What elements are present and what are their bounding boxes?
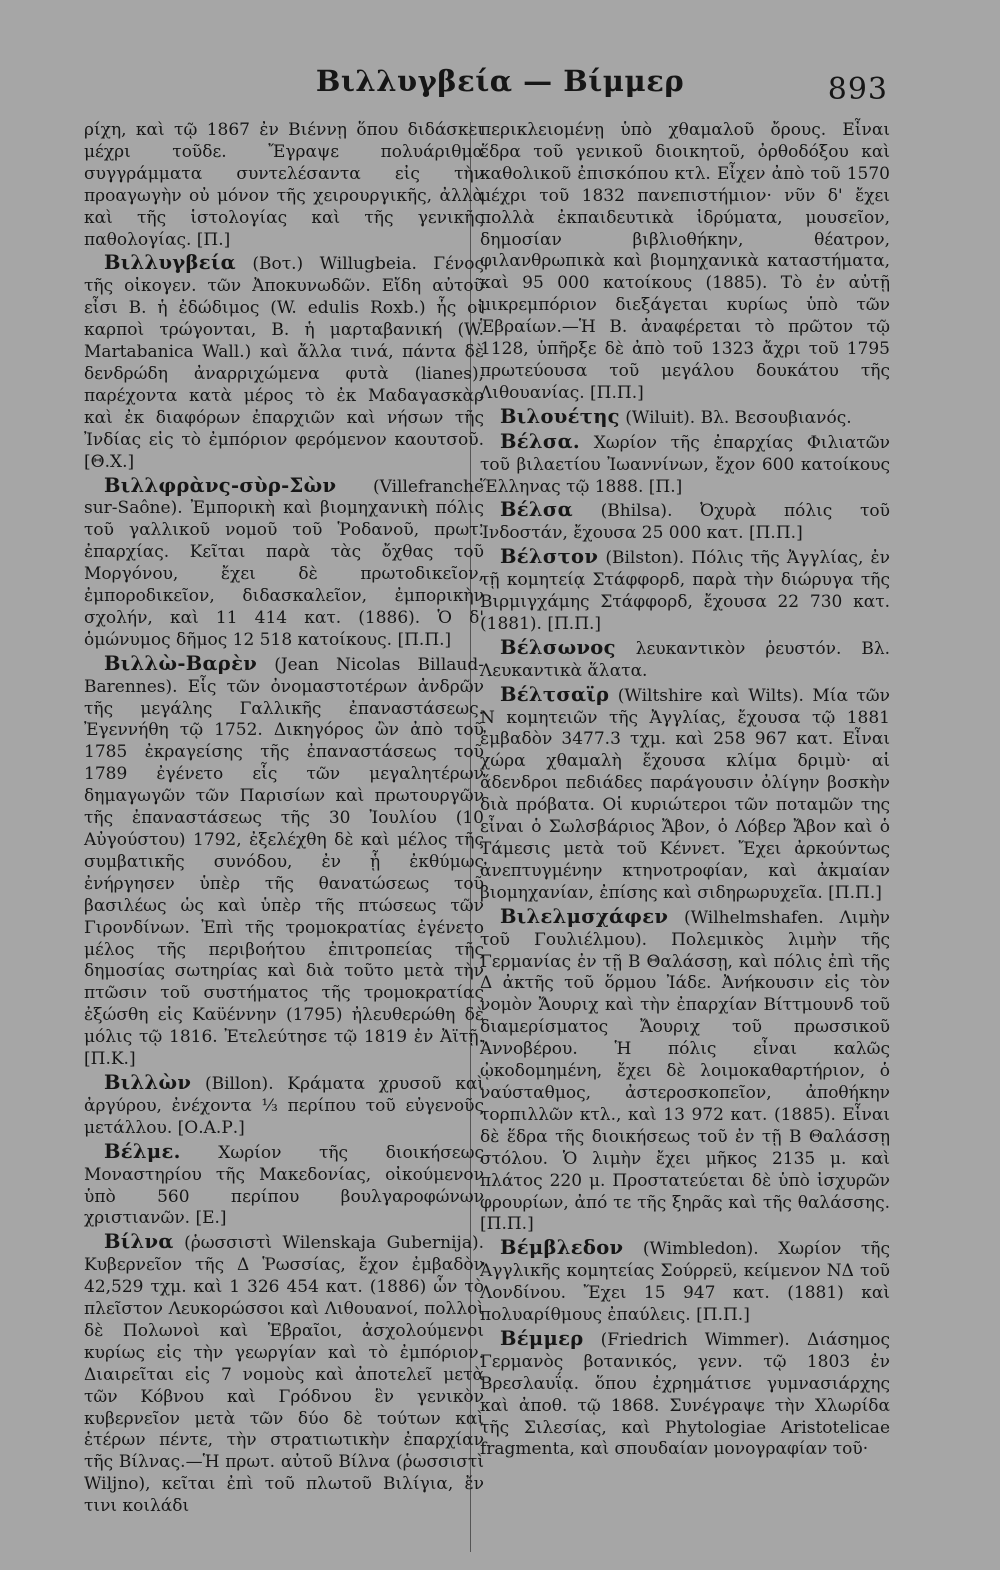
entry-headword: Βίλνα	[104, 1230, 174, 1254]
entry-headword: Βέμμερ	[500, 1326, 584, 1350]
entry-headword: Βέλσα	[500, 498, 573, 522]
entry	[480, 637, 890, 683]
left-column	[84, 118, 484, 1519]
entry-text: (Villefranche sur-Saône). Ἐμπορικὴ καὶ βιομηχανικὴ πόλις τοῦ γαλλικοῦ νομοῦ τοῦ Ῥοδανοῦ, πρωτ. ἐπαρχίας. Κεῖται παρὰ τὰς ὄχθας τοῦ Μοργόνου, ἔχει δὲ πρωτοδικεῖον, ἐμποροδικεῖον, διδασκαλεῖον, ἐμπορικὴν σχολήν, καὶ 11 414 κατ. (1886). Ὁ δ' ὁμώνυμος δῆμος 12 518 κατοίκους. [Π.Π.]	[84, 476, 484, 650]
entry-headword: Βιλλφρὰνς-σὺρ-Σὼν	[104, 473, 337, 497]
entry-text: (Billon). Κράματα χρυσοῦ καὶ ἀργύρου, ἐνέχοντα ⅓ περίπου τοῦ εὐγενοῦς μετάλλου. [Ο.Α.Ρ.]	[84, 1073, 485, 1138]
entry-text: (Wimbledon). Χωρίον τῆς Ἀγγλικῆς κομητείας Σούρρεϋ, κείμενον ΝΔ τοῦ Λονδίνου. Ἔχει 15 947 κατ. (1881) καὶ πολυαρίθμους ἐπαύλεις. [Π.Π.]	[480, 1239, 890, 1326]
entry	[84, 252, 484, 473]
entry-text: Χωρίον τῆς ἐπαρχίας Φιλιατῶν τοῦ βιλαετίου Ἰωαννίνων, ἔχον 600 κατοίκους Ἕλληνας τῷ 1888. [Π.]	[480, 432, 890, 497]
entry-headword: Βέλσωνος	[500, 635, 616, 659]
entry	[480, 684, 890, 905]
entry: περικλειομένῃ ὑπὸ χθαμαλοῦ ὄρους. Εἶναι ἕδρα τοῦ γενικοῦ διοικητοῦ, ὀρθοδόξου καὶ καθολικοῦ ἐπισκόπου κτλ. Εἶχεν ἀπὸ τοῦ 1570 μέχρι τοῦ 1832 πανεπιστήμιον· νῦν δ' ἔχει πολλὰ ἐκπαιδευτικὰ ἱδρύματα, μουσεῖον, δημοσίαν βιβλιοθήκην, θέατρον, φιλανθρωπικὰ καὶ βιομηχανικὰ καταστήματα, καὶ 95 000 κατοίκους (1885). Τὸ ἐν αὐτῇ μικρεμπόριον διεξάγεται κυρίως ὑπὸ τῶν Ἑβραίων.—Ἡ Β. ἀναφέρεται τὸ πρῶτον τῷ 1128, ὑπῆρξε δὲ ἀπὸ τοῦ 1323 ἄχρι τοῦ 1795 πρωτεύουσα τοῦ μεγάλου δουκάτου τῆς Λιθουανίας. [Π.Π.]	[480, 120, 890, 403]
entry-text: (Bhilsa). Ὀχυρὰ πόλις τοῦ Ἰνδοστάν, ἔχουσα 25 000 κατ. [Π.Π.]	[480, 501, 890, 544]
entry-text: Χωρίον τῆς διοικήσεως Μοναστηρίου τῆς Μακεδονίας, οἰκούμενον ὑπὸ 560 περίπου βουλγαροφώνων χριστιανῶν. [Ε.]	[84, 1142, 484, 1229]
entry-headword: Βιλουέτης	[500, 404, 620, 428]
entry-headword: Βιλλὼν	[104, 1070, 192, 1094]
entry-text: (Βοτ.) Willugbeia. Γένος τῆς οἰκογεν. τῶν Ἀποκυνωδῶν. Εἴδη αὐτοῦ εἶσι Β. ἡ ἐδώδιμος (W. edulis Roxb.) ἧς οἱ καρποὶ τρώγονται, Β. ἡ μαρταβανική (W. Martabanica Wall.) καὶ ἄλλα τινά, πάντα δὲ δενδρώδη ἀναρριχώμενα φυτὰ (lianes), παρέχοντα κατὰ μέρος τὸ ἐκ Μαδαγασκὰρ καὶ ἐκ διαφόρων ἐπαρχιῶν καὶ νήσων τῆς Ἰνδίας εἰς τὸ ἐμπόριον φερόμενον καουτσοῦ. [Θ.Χ.]	[84, 254, 484, 472]
entry-text: (ῥωσσιστὶ Wilenskaja Gubernija). Κυβερνεῖον τῆς Δ Ῥωσσίας, ἔχον ἐμβαδὸν 42,529 τχμ. καὶ 1 326 454 κατ. (1886) ὧν τὸ πλεῖστον Λευκορώσσοι καὶ Λιθουανοί, πολλοὶ δὲ Πολωνοὶ καὶ Ἑβραῖοι, ἀσχολούμενοι κυρίως εἰς τὴν γεωργίαν καὶ τὸ ἐμπόριον. Διαιρεῖται εἰς 7 νομοὺς καὶ ἀποτελεῖ μετὰ τῶν Κόβνου καὶ Γρόδνου ἓν γενικὸν κυβερνεῖον μετὰ τῶν δύο δὲ τούτων καὶ ἑτέρων πέντε, τὴν στρατιωτικὴν ἐπαρχίαν τῆς Βίλνας.—Ἡ πρωτ. αὐτοῦ Βίλνα (ῥωσσιστὶ Wiljno), κεῖται ἐπὶ τοῦ πλωτοῦ Βιλίγια, ἔν τινι κοιλάδι	[84, 1233, 484, 1517]
entry-headword: Βιλελμσχάφεν	[500, 904, 669, 928]
entry-text: (Wilhelmshafen. Λιμὴν τοῦ Γουλιέλμου). Πολεμικὸς λιμὴν τῆς Γερμανίας ἐν τῇ Β Θαλάσσῃ, καὶ πόλις ἐπὶ τῆς Δ ἀκτῆς τοῦ ὅρμου Ἰάδε. Ἀνήκουσιν εἰς τὸν νομὸν Ἄουριχ καὶ τὴν ἐπαρχίαν Βίττμουνδ τοῦ διαμερίσματος Ἄουριχ τοῦ πρωσσικοῦ Ἀννοβέρου. Ἡ πόλις εἶναι καλῶς ᾠκοδομημένη, ἔχει δὲ λοιμοκαθαρτήριον, ὁ ναύσταθμος, ἀστεροσκοπεῖον, ἀποθήκην τορπιλλῶν κτλ., καὶ 13 972 κατ. (1885). Εἶναι δὲ ἕδρα τῆς διοικήσεως τοῦ ἐν τῇ Β Θαλάσσῃ στόλου. Ὁ λιμὴν ἔχει μῆκος 2135 μ. καὶ πλάτος 220 μ. Προστατεύεται δὲ ὑπὸ ἰσχυρῶν φρουρίων, ἀπό τε τῆς ξηρᾶς καὶ τῆς θαλάσσης. [Π.Π.]	[480, 907, 890, 1235]
entry-headword: Βέλμε.	[104, 1139, 181, 1163]
entry: ρίχη, καὶ τῷ 1867 ἐν Βιέννῃ ὅπου διδάσκει μέχρι τοῦδε. Ἔγραψε πολυάριθμα συγγράμματα συντελέσαντα εἰς τὴν προαγωγὴν οὐ μόνον τῆς χειρουργικῆς, ἀλλὰ καὶ τῆς ἱστολογίας καὶ τῆς γενικῆς παθολογίας. [Π.]	[84, 120, 484, 250]
entry-headword: Βέλστον	[500, 545, 599, 569]
entry	[480, 906, 890, 1237]
entry	[480, 499, 890, 545]
entry-headword: Βέμβλεδον	[500, 1236, 624, 1260]
entry-text: (Wiltshire καὶ Wilts). Μία τῶν Ν κομητειῶν τῆς Ἀγγλίας, ἔχουσα τῷ 1881 ἐμβαδὸν 3477.3 τχμ. καὶ 258 967 κατ. Εἶναι χώρα χθαμαλὴ ἔχουσα κλίμα δριμὺ· αἱ ἄδενδροι πεδιάδες παράγουσιν ὀλίγην βοσκὴν διὰ πρόβατα. Οἱ κυριώτεροι τῶν ποταμῶν της εἶναι ὁ Σωλσβάριος Ἄβον, ὁ Λόβερ Ἄβον καὶ ὁ Τάμεσις μετὰ τοῦ Κέννετ. Ἔχει ἀρκούντως ἀνεπτυγμένην κτηνοτροφίαν, καὶ ἀκμαίαν βιομηχανίαν, ἐπίσης καὶ σιδηρωρυχεῖα. [Π.Π.]	[480, 685, 890, 903]
entry	[480, 546, 890, 636]
entry	[480, 406, 890, 430]
entry	[480, 1237, 890, 1327]
entry	[84, 1231, 484, 1518]
entry-text: λευκαντικὸν ῥευστόν. Βλ. Λευκαντικὰ ἅλατα.	[480, 638, 891, 681]
entry-headword: Βιλλυγβεία	[104, 251, 236, 275]
entry-headword: Βιλλὼ-Βαρὲν	[104, 651, 258, 675]
entry-text: (Jean Nicolas Billaud-Barennes). Εἷς τῶν ὀνομαστοτέρων ἀνδρῶν τῆς μεγάλης Γαλλικῆς ἐπαναστάσεως. Ἐγεννήθη τῷ 1752. Δικηγόρος ὢν ἀπὸ τοῦ 1785 ἐκραγείσης τῆς ἐπαναστάσεως τοῦ 1789 ἐγένετο εἷς τῶν μεγαλητέρων δημαγωγῶν τῶν Παρισίων καὶ πρωτουργῶν τῆς ἐπαναστάσεως τῆς 30 Ἰουλίου (10 Αὐγούστου) 1792, ἐξελέχθη δὲ καὶ μέλος τῆς συμβατικῆς συνόδου, ἐν ᾗ ἐκθύμως ἐνήργησεν ὑπὲρ τῆς θανατώσεως τοῦ βασιλέως ὡς καὶ ὑπὲρ τῆς πτώσεως τῶν Γιρονδίνων. Ἐπὶ τῆς τρομοκρατίας ἐγένετο μέλος τῆς περιβοήτου ἐπιτροπείας τῆς δημοσίας σωτηρίας καὶ διὰ τοῦτο μετὰ τὴν πτῶσιν τοῦ συστήματος τῆς τρομοκρατίας ἐξώσθη εἰς Καϋέννην (1795) ἠλευθερώθη δὲ μόλις τῷ 1816. Ἐτελεύτησε τῷ 1819 ἐν Ἀϊτῇ. [Π.Κ.]	[84, 654, 485, 1070]
entry-text: (Wiluit). Βλ. Βεσουβιανός.	[625, 407, 852, 428]
entry	[480, 1328, 890, 1461]
running-header-title: Βιλλυγβεία — Βίμμερ	[315, 64, 685, 98]
entry	[84, 653, 484, 1071]
entry-text: (Bilston). Πόλις τῆς Ἀγγλίας, ἐν τῇ κομητείᾳ Στάφφορδ, παρὰ τὴν διώρυγα τῆς Βιρμιγχάμης Στάφφορδ, ἔχουσα 22 730 κατ. (1881). [Π.Π.]	[480, 548, 891, 634]
entry-text: (Friedrich Wimmer). Διάσημος Γερμανὸς βοτανικός, γενν. τῷ 1803 ἐν Βρεσλαυΐᾳ. ὅπου ἐχρημάτισε γυμνασιάρχης καὶ ἀποθ. τῷ 1868. Συνέγραψε τὴν Χλωρίδα τῆς Σιλεσίας, καὶ Phytologiae Aristotelicae fragmenta, καὶ σπουδαίαν μονογραφίαν τοῦ·	[480, 1329, 890, 1460]
entry	[480, 431, 890, 499]
entry	[84, 1141, 484, 1231]
page-number: 893	[827, 72, 888, 107]
entry-headword: Βέλσα.	[500, 429, 580, 453]
entry-headword: Βέλτσαϊρ	[500, 682, 610, 706]
right-column	[480, 118, 890, 1462]
entry	[84, 1072, 484, 1140]
entry	[84, 475, 484, 652]
